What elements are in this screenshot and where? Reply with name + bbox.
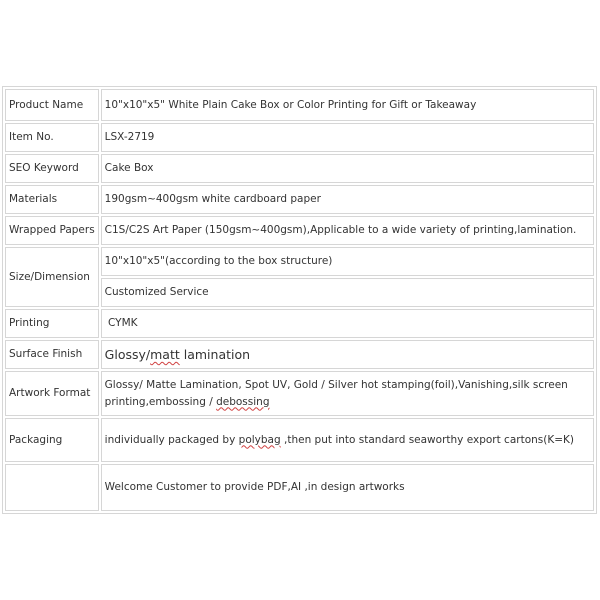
row-value: CYMK [101, 309, 594, 338]
row-value: C1S/C2S Art Paper (150gsm~400gsm),Applicable to a wide variety of printing,lamination. [101, 216, 594, 245]
row-value: Cake Box [101, 154, 594, 183]
spellcheck-word: matt [150, 347, 180, 362]
table-row [5, 154, 594, 183]
row-label: Wrapped Papers [5, 216, 99, 245]
row-value: 10"x10"x5"(according to the box structure) [101, 247, 594, 276]
spellcheck-word: debossing [216, 395, 270, 408]
spellcheck-word: polybag [238, 433, 281, 446]
table-row [5, 418, 594, 462]
table-row [5, 247, 594, 276]
value-part: individually packaged by [104, 433, 239, 446]
row-value-secondary: Customized Service [101, 278, 594, 307]
row-label [5, 464, 99, 511]
row-label: Materials [5, 185, 99, 214]
table-row [5, 123, 594, 152]
value-part: ,then put into standard seaworthy export cartons(K=K) [280, 433, 575, 446]
value-part: lamination [179, 347, 251, 362]
table-row [5, 89, 594, 121]
row-label: Packaging [5, 418, 99, 462]
value-part: Glossy/ Matte Lamination, Spot UV, Gold / Silver hot stamping(foil),Vanishing,silk screen printing,embossing / [104, 378, 568, 408]
row-value: Welcome Customer to provide PDF,AI ,in design artworks [101, 464, 594, 511]
row-value: 10"x10"x5" White Plain Cake Box or Color Printing for Gift or Takeaway [101, 89, 594, 121]
row-value [101, 340, 594, 369]
row-label: Artwork Format [5, 371, 99, 416]
row-label: Item No. [5, 123, 99, 152]
row-label: SEO Keyword [5, 154, 99, 183]
row-label: Printing [5, 309, 99, 338]
table-row [5, 216, 594, 245]
row-value: LSX-2719 [101, 123, 594, 152]
row-label: Surface Finish [5, 340, 99, 369]
row-value: 190gsm~400gsm white cardboard paper [101, 185, 594, 214]
product-spec-table [2, 86, 597, 514]
row-label: Product Name [5, 89, 99, 121]
value-part: Glossy/ [104, 347, 151, 362]
table-row [5, 340, 594, 369]
row-value [101, 371, 594, 416]
table-row [5, 371, 594, 416]
row-label: Size/Dimension [5, 247, 99, 307]
row-value [101, 418, 594, 462]
table-row [5, 185, 594, 214]
table-row [5, 464, 594, 511]
table-row [5, 309, 594, 338]
